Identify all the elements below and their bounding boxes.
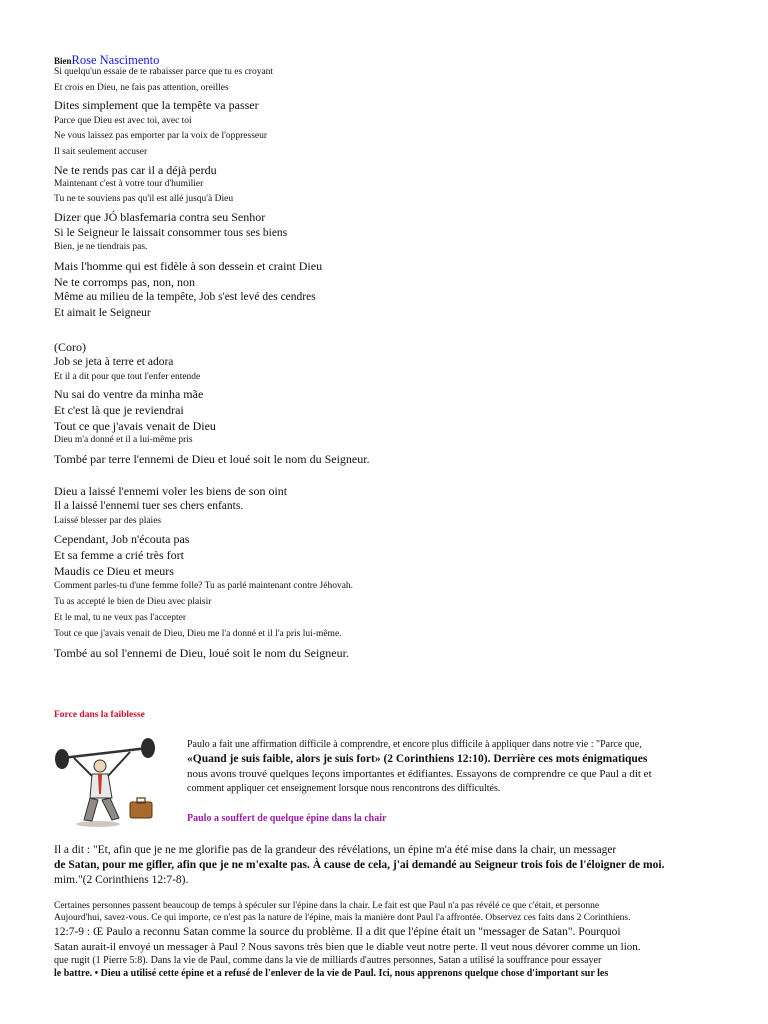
song-header [54,52,159,68]
lyric-line: Comment parles-tu d'une femme folle? Tu as parlé maintenant contre Jéhovah. [54,581,354,591]
lyric-line: Ne te corromps pas, non, non [54,275,195,289]
body-line: Satan aurait-il envoyé un messager à Paul ? Nous savons très bien que le diable veut notre perte. Il veut nous dévorer comme un lion. [54,940,641,953]
lyric-line: Tout ce que j'avais venait de Dieu, Dieu me l'a donné et il l'a pris lui-même. [54,629,342,639]
quote-line-bold: de Satan, pour me gifler, afin que je ne m'exalte pas. À cause de cela, j'ai demandé au Seigneur trois fois de l'éloigner de moi. [54,858,665,871]
lyric-line: Et crois en Dieu, ne fais pas attention, oreilles [54,83,229,93]
weightlifter-illustration-icon [52,736,182,828]
intro-paragraph [187,738,707,795]
lyric-line: Bien, je ne tiendrais pas. [54,242,148,252]
lyric-line: Et il a dit pour que tout l'enfer entende [54,372,201,382]
lyric-line: Maudis ce Dieu et meurs [54,564,174,578]
lyric-line: Ne te rends pas car il a déjà perdu [54,163,217,177]
intro-line: Paulo a fait une affirmation difficile à comprendre, et encore plus difficile à appliquer dans notre vie : "Parce que, [187,739,642,750]
quote-paragraph [54,843,714,888]
lyric-line: Si quelqu'un essaie de te rabaisser parce que tu es croyant [54,67,274,77]
quote-line: Il a dit : "Et, afin que je ne me glorifie pas de la grandeur des révélations, un épine m'a été mise dans la chair, un messager [54,844,617,856]
song-author: Rose Nascimento [71,53,160,67]
lyric-line: Et c'est là que je reviendrai [54,403,184,417]
lyric-line: Dieu m'a donné et il a lui-même pris [54,435,193,445]
intro-line-bold: «Quand je suis faible, alors je suis fort» (2 Corinthiens 12:10). Derrière ces mots énigmatiques [187,752,648,765]
lyric-line: Tombé par terre l'ennemi de Dieu et loué soit le nom du Seigneur. [54,452,370,466]
lyric-line: Tu as accepté le bien de Dieu avec plaisir [54,597,212,607]
section-title: Force dans la faiblesse [54,710,145,720]
lyric-line: Même au milieu de la tempête, Job s'est levé des cendres [54,291,316,303]
body-line: que rugit (1 Pierre 5:8). Dans la vie de Paul, comme dans la vie de milliards d'autres personnes, Satan a utilisé la souffrance pour essayer [54,954,602,966]
quote-line: mim."(2 Corinthiens 12:7-8). [54,873,189,886]
subsection-title: Paulo a souffert de quelque épine dans la chair [187,813,387,824]
lyric-line: Ne vous laissez pas emporter par la voix de l'oppresseur [54,131,268,141]
lyric-line: Laissé blesser par des plaies [54,516,162,526]
body-line: 12:7-9 : Œ Paulo a reconnu Satan comme la source du problème. Il a dit que l'épine était un "messager de Satan". Pourquoi [54,925,621,938]
lyric-line: Job se jeta à terre et adora [54,356,174,368]
lyric-line: Tout ce que j'avais venait de Dieu [54,419,216,433]
body-line-bold: le battre. • Dieu a utilisé cette épine et a refusé de l'enlever de la vie de Paul. Ici, nous apprenons quelque chose d'important sur les [54,967,609,979]
lyric-line: Parce que Dieu est avec toi, avec toi [54,116,192,126]
lyric-line: Il sait seulement accuser [54,147,148,157]
lyric-line: Il a laissé l'ennemi tuer ses chers enfants. [54,500,244,512]
lyric-line: Maintenant c'est à votre tour d'humilier [54,179,204,189]
body-paragraph [54,900,714,980]
lyric-line: Et sa femme a crié très fort [54,548,184,562]
chorus-label: (Coro) [54,340,86,354]
lyric-line: Cependant, Job n'écouta pas [54,532,190,546]
lyric-line: Tombé au sol l'ennemi de Dieu, loué soit le nom du Seigneur. [54,646,349,660]
intro-line: nous avons trouvé quelques leçons importantes et édifiantes. Essayons de comprendre ce que Paul a dit et [187,768,652,781]
lyric-line: Dizer que JÓ blasfemaria contra seu Senhor [54,210,266,224]
lyric-line: Dieu a laissé l'ennemi voler les biens de son oint [54,484,288,498]
lyric-line: Nu sai do ventre da minha mãe [54,387,204,401]
body-line: Certaines personnes passent beaucoup de temps à spéculer sur l'épine dans la chair. Le fait est que Paul n'a pas révélé ce que c'était, et personne [54,901,600,911]
lyric-line: Si le Seigneur le laissait consommer tous ses biens [54,227,288,239]
lyric-line: Mais l'homme qui est fidèle à son dessein et craint Dieu [54,259,323,273]
lyric-line: Et le mal, tu ne veux pas l'accepter [54,613,187,623]
intro-line: comment appliquer cet enseignement lorsque nous rencontrons des difficultés. [187,782,501,794]
body-line: Aujourd'hui, savez-vous. Ce qui importe, ce n'est pas la nature de l'épine, mais la manière dont Paul l'a affrontée. Observez ces faits dans 2 Corinthiens. [54,913,631,924]
header-prefix: Bien [54,56,72,66]
lyric-line: Et aimait le Seigneur [54,307,151,319]
lyric-line: Tu ne te souviens pas qu'il est allé jusqu'à Dieu [54,194,234,204]
lyric-line: Dites simplement que la tempête va passer [54,98,259,112]
